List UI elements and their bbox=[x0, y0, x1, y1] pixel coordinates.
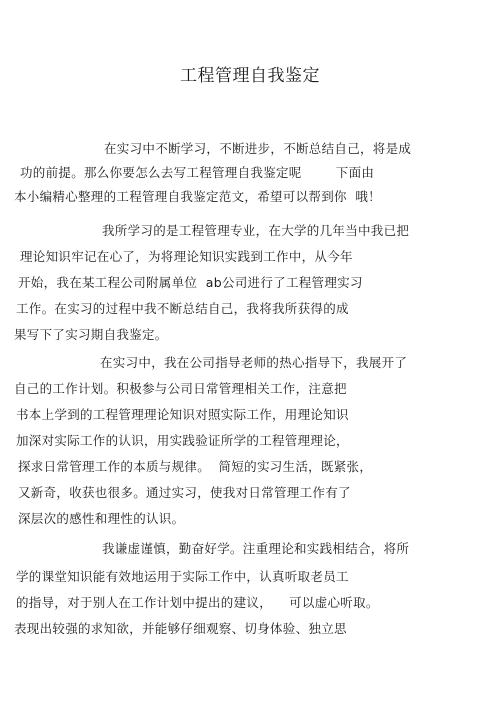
text-line: 功的前提。那么你要怎么去写工程管理自我鉴定呢 下面由 bbox=[20, 165, 375, 180]
text-line: 加深对实际工作的认识，用实践验证所学的工程管理理论， bbox=[16, 433, 349, 448]
text-line: 理论知识牢记在心了，为将理论知识实践到工作中，从今年 bbox=[20, 249, 353, 264]
text-line: 书本上学到的工程管理理论知识对照实际工作，用理论知识 bbox=[16, 407, 349, 422]
text-line: 学的课堂知识能有效地运用于实际工作中，认真听取老员工 bbox=[16, 569, 349, 584]
text-line: 在实习中，我在公司指导老师的热心指导下，我展开了 bbox=[100, 355, 408, 370]
text-line: 又新奇，收获也很多。通过实习，使我对日常管理工作有了 bbox=[18, 485, 351, 500]
text-line: 表现出较强的求知欲，并能够仔细观察、切身体验、独立思 bbox=[14, 621, 347, 636]
document-title: 工程管理自我鉴定 bbox=[180, 66, 320, 86]
text-line: 探求日常管理工作的本质与规律。 简短的实习生活，既紧张， bbox=[18, 459, 373, 474]
text-line: 工作。在实习的过程中我不断总结自己，我将我所获得的成 bbox=[16, 301, 349, 316]
text-line: 果写下了实习期自我鉴定。 bbox=[14, 327, 168, 342]
text-line: 深层次的感性和理性的认识。 bbox=[18, 511, 185, 526]
text-line: 在实习中不断学习，不断进步，不断总结自己，将是成 bbox=[104, 141, 412, 156]
text-line: 本小编精心整理的工程管理自我鉴定范文，希望可以帮到你 哦！ bbox=[14, 189, 381, 204]
text-line: 的指导，对于别人在工作计划中提出的建议， 可以虚心听取。 bbox=[16, 595, 379, 610]
text-line: 我所学习的是工程管理专业，在大学的几年当中我已把 bbox=[102, 223, 410, 238]
text-line: 开始，我在某工程公司附属单位 ab公司进行了工程管理实习 bbox=[18, 275, 363, 290]
text-line: 我谦虚谨慎，勤奋好学。注重理论和实践相结合，将所 bbox=[102, 541, 410, 556]
text-line: 自己的工作计划。积极参与公司日常管理相关工作，注意把 bbox=[14, 381, 347, 396]
